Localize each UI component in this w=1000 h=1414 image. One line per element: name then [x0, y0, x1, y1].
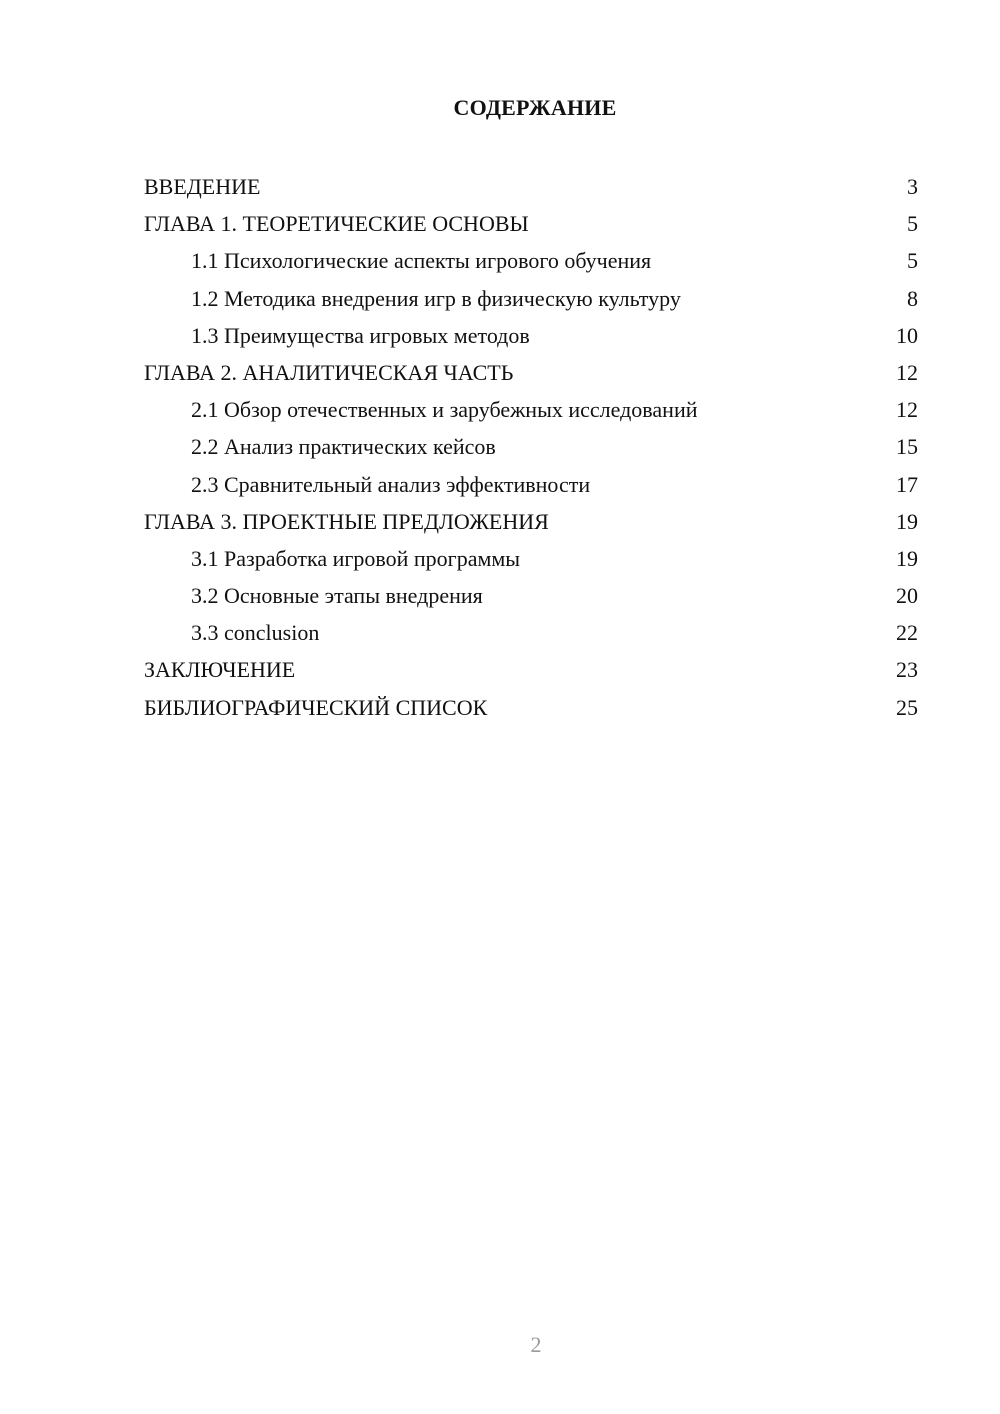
- toc-entry-page: 15: [896, 434, 918, 460]
- toc-entry-section-2-2[interactable]: [144, 428, 918, 465]
- toc-entry-label: ЗАКЛЮЧЕНИЕ: [144, 657, 296, 683]
- toc-entry-bibliography[interactable]: [144, 689, 918, 726]
- toc-entry-section-3-1[interactable]: [144, 540, 918, 577]
- toc-entry-page: 19: [896, 545, 918, 571]
- toc-entry-section-1-1[interactable]: [144, 242, 918, 279]
- toc-entry-label: ГЛАВА 2. АНАЛИТИЧЕСКАЯ ЧАСТЬ: [144, 359, 514, 385]
- toc-entry-chapter-2[interactable]: [144, 354, 918, 391]
- toc-entry-chapter-3[interactable]: [144, 503, 918, 540]
- page-number: 2: [530, 1332, 542, 1357]
- toc-entry-label: БИБЛИОГРАФИЧЕСКИЙ СПИСОК: [144, 694, 488, 720]
- toc-entry-introduction[interactable]: [144, 168, 918, 205]
- toc-entry-label: 3.3 conclusion: [191, 620, 320, 646]
- toc-entry-page: 17: [896, 471, 918, 497]
- toc-entry-label: 1.2 Методика внедрения игр в физическую культуру: [191, 285, 681, 311]
- toc-entry-section-1-3[interactable]: [144, 317, 918, 354]
- toc-entry-label: 2.1 Обзор отечественных и зарубежных исследований: [191, 397, 698, 423]
- toc-entry-page: 22: [896, 620, 918, 646]
- page-title: СОДЕРЖАНИЕ: [453, 95, 617, 120]
- toc-entry-page: 25: [896, 694, 918, 720]
- toc-entry-chapter-1[interactable]: [144, 205, 918, 242]
- toc-entry-label: 2.2 Анализ практических кейсов: [191, 434, 496, 460]
- toc-entry-label: 3.2 Основные этапы внедрения: [191, 583, 483, 609]
- toc-entry-label: 1.1 Психологические аспекты игрового обучения: [191, 248, 652, 274]
- toc-entry-label: 3.1 Разработка игровой программы: [191, 545, 521, 571]
- toc-entry-section-3-2[interactable]: [144, 577, 918, 614]
- toc-entry-label: ГЛАВА 1. ТЕОРЕТИЧЕСКИЕ ОСНОВЫ: [144, 211, 529, 237]
- toc-entry-page: 19: [896, 508, 918, 534]
- toc-entry-section-3-3[interactable]: [144, 614, 918, 651]
- toc-entry-page: 12: [896, 359, 918, 385]
- toc-entry-page: 10: [896, 322, 918, 348]
- toc-entry-section-1-2[interactable]: [144, 280, 918, 317]
- toc-entry-page: 5: [907, 211, 918, 237]
- toc-entry-page: 3: [907, 174, 918, 199]
- toc-entry-page: 8: [907, 285, 918, 311]
- toc-entry-section-2-3[interactable]: [144, 466, 918, 503]
- toc-entry-page: 12: [896, 397, 918, 423]
- toc-entry-conclusion[interactable]: [144, 651, 918, 688]
- toc-entry-label: 1.3 Преимущества игровых методов: [191, 322, 530, 348]
- toc-entry-page: 5: [907, 248, 918, 274]
- toc-entry-page: 20: [896, 583, 918, 609]
- toc-entry-label: ГЛАВА 3. ПРОЕКТНЫЕ ПРЕДЛОЖЕНИЯ: [144, 508, 549, 534]
- toc-entry-label: 2.3 Сравнительный анализ эффективности: [191, 471, 591, 497]
- toc-entry-label: ВВЕДЕНИЕ: [144, 174, 261, 199]
- toc-entry-section-2-1[interactable]: [144, 391, 918, 428]
- table-of-contents: [144, 168, 918, 726]
- toc-entry-page: 23: [896, 657, 918, 683]
